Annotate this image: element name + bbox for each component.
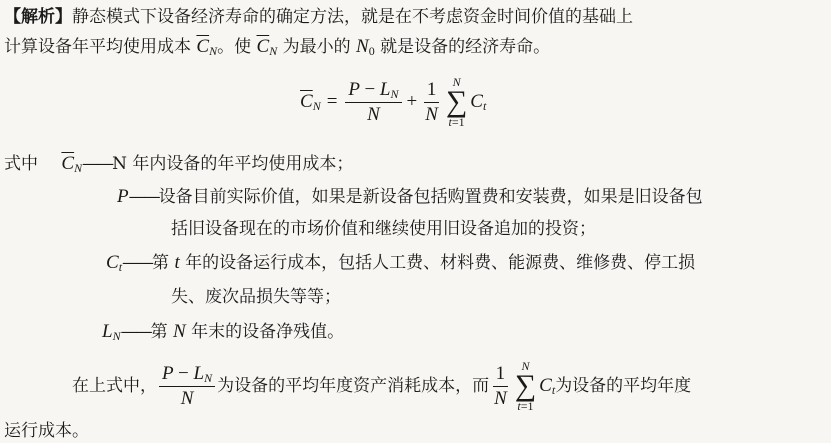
- def-ct-text-a: 第: [152, 253, 170, 273]
- main-formula: $\overline{C}_N$ = $\frac{P - L_N}{N}$ + $\frac{1}{N}$ N ∑ t=1 $C_t$: [300, 75, 487, 129]
- formula-fraction-1: $\frac{P - L_N}{N}$: [345, 79, 401, 126]
- explanation-line: 在上式中， $\frac{P - L_N}{N}$ 为设备的平均年度资产消耗成本，而 $\frac{1}{N}$ N ∑ t=1 $C_t$ 为设备的平均年度: [72, 359, 692, 413]
- last-line: [4, 420, 89, 442]
- def-ln-line: $L_N——$第 N 年末的设备净残值。: [102, 321, 345, 343]
- c-bar-n-1: $\overline{C}_N$: [196, 36, 218, 58]
- formula-fraction-2: $\frac{1}{N}$: [425, 78, 438, 125]
- n-zero: $N_0$: [356, 36, 375, 58]
- def-ct-text-b: 年的设备运行成本，包括人工费、材料费、能源费、维修费、停工损: [185, 253, 696, 273]
- explanation-fraction-1: $\frac{P - L_N}{N}$: [159, 363, 215, 410]
- def-p-text-2: 括旧设备现在的市场价值和继续使用旧设备追加的投资；: [171, 219, 596, 239]
- def-ct-line-2: [171, 286, 341, 308]
- def-p-line-2: [171, 218, 596, 240]
- explanation-part-c: 为设备的平均年度: [555, 376, 692, 396]
- c-bar-n-2: $\overline{C}_N$: [256, 36, 278, 58]
- explanation-part-b: 为设备的平均年度资产消耗成本，而: [217, 376, 490, 396]
- explanation-fraction-2: $\frac{1}{N}$: [494, 362, 507, 409]
- last-line-text: 运行成本。: [4, 421, 89, 441]
- explanation-part-a: 在上式中，: [72, 376, 157, 396]
- explanation-summation-icon: N ∑ t=1: [514, 359, 537, 413]
- line-2-part-b: 。使: [217, 37, 252, 57]
- line-2-part-c: 为最小的: [282, 37, 351, 57]
- summation-icon: N ∑ t=1: [445, 75, 468, 129]
- analysis-tag: 【解析】: [4, 7, 72, 27]
- line-1-text: 静态模式下设备经济寿命的确定方法，就是在不考虑资金时间价值的基础上: [72, 7, 633, 27]
- def-p-text-1: 设备目前实际价值，如果是新设备包括购置费和安装费，如果是旧设备包: [158, 187, 703, 207]
- def-ct-line-1: $C_t——$第 t 年的设备运行成本，包括人工费、材料费、能源费、维修费、停工损: [106, 252, 696, 274]
- where-line: 式中 $\overline{C}_N——N$ 年内设备的年平均使用成本；: [4, 153, 354, 175]
- def-p-line-1: P——设备目前实际价值，如果是新设备包括购置费和安装费，如果是旧设备包: [117, 186, 703, 207]
- def-ct-text-2: 失、废次品损失等等；: [171, 287, 341, 307]
- line-2: [4, 36, 550, 58]
- line-2-part-a: 计算设备年平均使用成本: [4, 37, 191, 57]
- def-c-text: N 年内设备的年平均使用成本；: [112, 154, 354, 174]
- line-1: [4, 6, 633, 28]
- def-ln-text-a: 第: [150, 322, 168, 342]
- def-ln-text-b: 年末的设备净残值。: [191, 322, 345, 342]
- where-label: 式中: [4, 154, 38, 174]
- line-2-part-d: 就是设备的经济寿命。: [380, 37, 551, 57]
